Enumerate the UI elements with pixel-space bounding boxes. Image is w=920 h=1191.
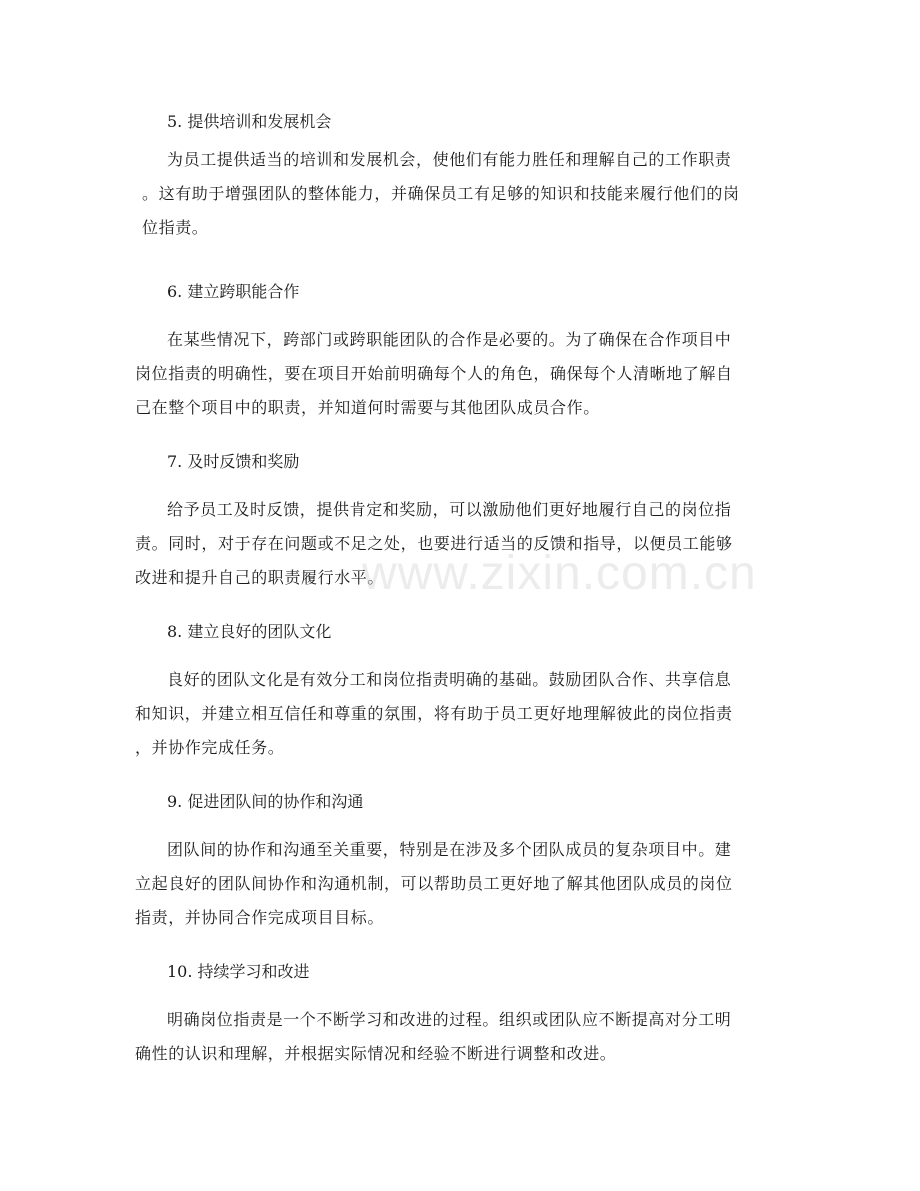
watermark: www.zixin.com.cn <box>362 547 757 600</box>
section-heading-5: 5. 提供培训和发展机会 <box>167 112 332 131</box>
paragraph-line: 。这有助于增强团队的整体能力，并确保员工有足够的知识和技能来履行他们的岗 <box>142 184 740 203</box>
section-paragraph-6 <box>135 323 783 425</box>
paragraph-line: 指责，并协同合作完成项目目标。 <box>135 908 385 927</box>
paragraph-line: 己在整个项目中的职责，并知道何时需要与其他团队成员合作。 <box>135 398 600 417</box>
paragraph-line: 位指责。 <box>142 218 209 237</box>
section-paragraph-9 <box>135 833 783 935</box>
paragraph-line: 责。同时，对于存在问题或不足之处，也要进行适当的反馈和指导，以便员工能够 <box>135 534 733 553</box>
section-heading-6: 6. 建立跨职能合作 <box>167 282 300 301</box>
section-paragraph-8 <box>135 663 783 765</box>
section-paragraph-10 <box>135 1003 783 1071</box>
paragraph-line: ，并协作完成任务。 <box>135 738 285 757</box>
paragraph-line: 给予员工及时反馈，提供肯定和奖励，可以激励他们更好地履行自己的岗位指 <box>167 500 732 519</box>
section-paragraph-5 <box>142 143 783 245</box>
paragraph-line: 改进和提升自己的职责履行水平。 <box>135 568 385 587</box>
section-heading-8: 8. 建立良好的团队文化 <box>167 622 332 641</box>
paragraph-line: 团队间的协作和沟通至关重要，特别是在涉及多个团队成员的复杂项目中。建 <box>167 840 732 859</box>
paragraph-line: 为员工提供适当的培训和发展机会，使他们有能力胜任和理解自己的工作职责 <box>167 150 732 169</box>
section-heading-7: 7. 及时反馈和奖励 <box>167 452 300 471</box>
paragraph-line: 在某些情况下，跨部门或跨职能团队的合作是必要的。为了确保在合作项目中 <box>167 330 732 349</box>
paragraph-line: 岗位指责的明确性，要在项目开始前明确每个人的角色，确保每个人清晰地了解自 <box>135 364 733 383</box>
section-heading-10: 10. 持续学习和改进 <box>167 962 310 981</box>
section-heading-9: 9. 促进团队间的协作和沟通 <box>167 792 364 811</box>
paragraph-line: 确性的认识和理解，并根据实际情况和经验不断进行调整和改进。 <box>135 1044 617 1063</box>
paragraph-line: 良好的团队文化是有效分工和岗位指责明确的基础。鼓励团队合作、共享信息 <box>167 670 732 689</box>
paragraph-line: 明确岗位指责是一个不断学习和改进的过程。组织或团队应不断提高对分工明 <box>167 1010 732 1029</box>
paragraph-line: 和知识，并建立相互信任和尊重的氛围，将有助于员工更好地理解彼此的岗位指责 <box>135 704 733 723</box>
paragraph-line: 立起良好的团队间协作和沟通机制，可以帮助员工更好地了解其他团队成员的岗位 <box>135 874 733 893</box>
